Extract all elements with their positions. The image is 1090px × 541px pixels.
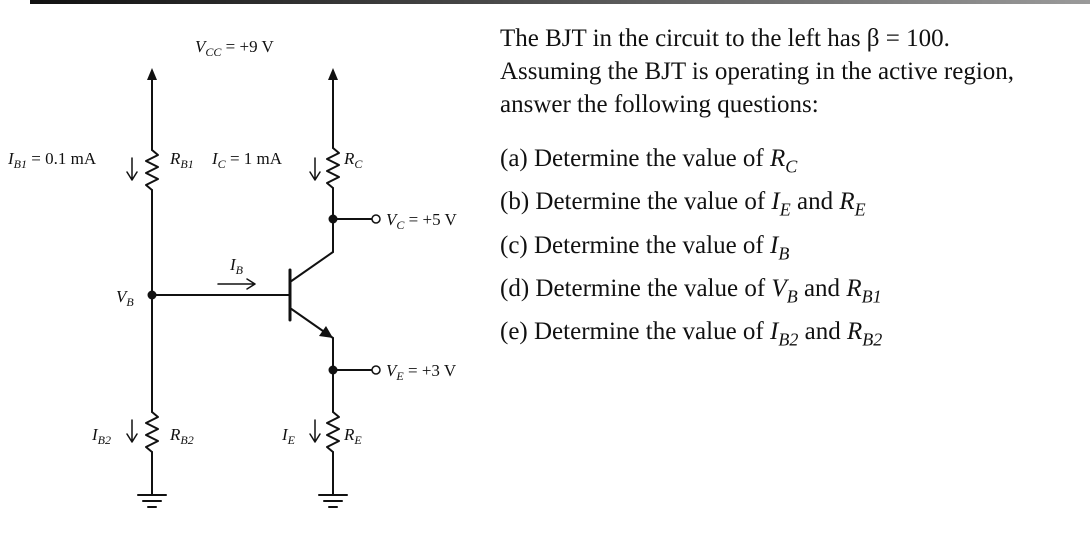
rb1-resistor — [146, 150, 158, 190]
ib-arrow — [218, 279, 255, 289]
ib2-label: $I_{B2}$ — [92, 425, 112, 447]
question-d: (d) Determine the value of $V_B$ and $R_{B1}$ — [500, 274, 882, 307]
ic-arrow — [310, 158, 320, 180]
emitter-arrow-icon — [319, 326, 333, 338]
ve-node — [329, 366, 338, 375]
vcc-label: $V_{CC} = +9$ V — [195, 37, 274, 59]
question-list — [500, 141, 1085, 357]
problem-text — [500, 22, 1085, 357]
question-c: (c) Determine the value of $I_B$ — [500, 231, 790, 263]
ie-label: $I_E$ — [282, 425, 296, 447]
vc-node — [329, 215, 338, 224]
ib-label: $I_B$ — [230, 255, 244, 277]
circuit-schematic — [0, 0, 500, 541]
rb2-label: $R_{B2}$ — [170, 425, 194, 447]
intro-line-1: The BJT in the circuit to the left has β = 100. — [500, 25, 950, 52]
vc-terminal — [372, 215, 380, 223]
rc-label: $R_C$ — [344, 149, 363, 171]
ie-arrow — [310, 420, 320, 442]
ground-right-icon — [319, 495, 347, 507]
vcc-arrow-right-icon — [328, 68, 338, 80]
vc-label: $V_C = +5$ V — [386, 210, 457, 232]
rb1-label: $R_{B1}$ — [170, 149, 194, 171]
ve-terminal — [372, 366, 380, 374]
question-b: (b) Determine the value of $I_E$ and $R_E$ — [500, 188, 866, 220]
re-resistor — [327, 412, 339, 452]
bjt-collector-lead — [290, 252, 333, 282]
intro-line-3: answer the following questions: — [500, 91, 819, 118]
re-label: $R_E$ — [344, 425, 362, 447]
intro-line-2: Assuming the BJT is operating in the active region, — [500, 58, 1015, 85]
question-a: (a) Determine the value of $R_C$ — [500, 145, 798, 177]
ve-label: $V_E = +3$ V — [386, 361, 457, 383]
ib2-arrow — [127, 420, 137, 442]
ib1-arrow — [127, 158, 137, 180]
ground-left-icon — [138, 495, 166, 507]
ic-label: $I_C = 1$ mA — [212, 149, 283, 171]
vcc-arrow-left-icon — [147, 68, 157, 80]
vb-label: $V_B$ — [116, 287, 134, 309]
ib1-label: $I_{B1} = 0.1$ mA — [8, 149, 97, 171]
question-e: (e) Determine the value of $I_{B2}$ and $R_{B2}$ — [500, 318, 883, 350]
rb2-resistor — [146, 412, 158, 452]
vb-node — [148, 291, 157, 300]
rc-resistor — [327, 148, 339, 188]
